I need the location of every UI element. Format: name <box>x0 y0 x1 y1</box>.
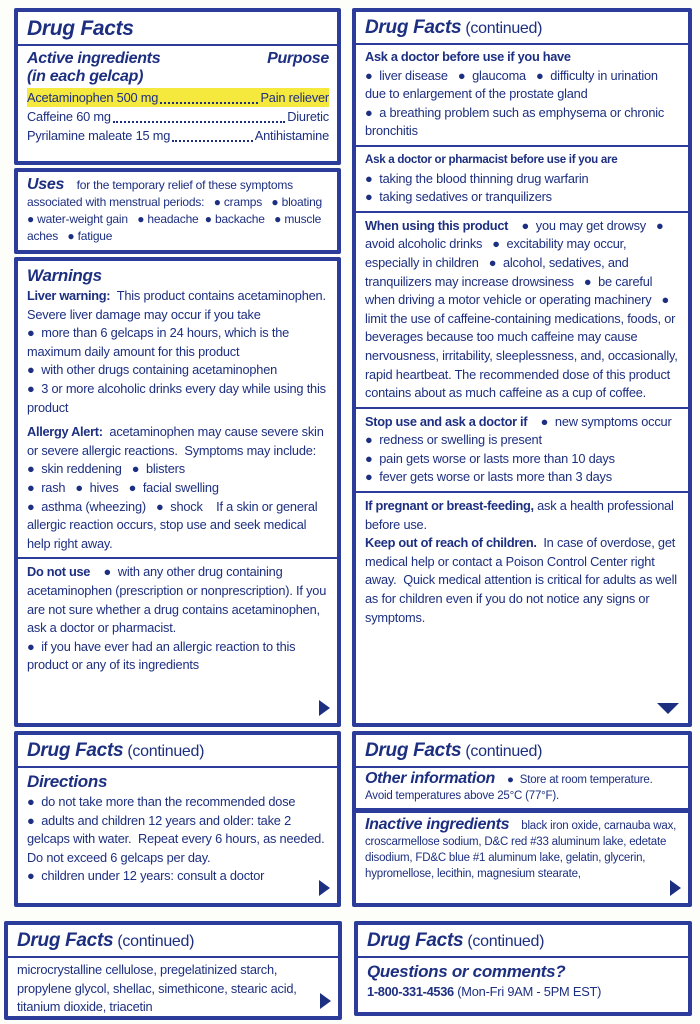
pregnant-text: If pregnant or breast-feeding, ask a health professional before use. <box>365 498 678 532</box>
divider <box>8 956 338 958</box>
divider <box>356 145 688 147</box>
drug-facts-continued-header: Drug Facts (continued) <box>17 930 195 951</box>
divider <box>358 956 688 958</box>
uses-panel <box>14 168 341 254</box>
questions-panel <box>354 921 692 1016</box>
do-not-use-text: Do not use ● with any other drug containing acetaminophen (prescription or nonprescription). If you are not sure whether a drug contains acetaminophen, ask a doctor or pharmacist. <box>27 564 330 636</box>
ingredient-purpose: Diuretic <box>287 109 329 124</box>
active-ingredients-header: Active ingredients <box>27 50 161 67</box>
ingredient-purpose: Pain reliever <box>260 90 329 105</box>
drug-facts-continued-header: Drug Facts (continued) <box>365 17 543 38</box>
do-not-use-bullet: ● if you have ever had an allergic reaction to this product or any of its ingredients <box>27 638 299 673</box>
divider <box>356 407 688 409</box>
ingredient-name: Acetaminophen 500 mg <box>27 90 159 105</box>
divider <box>356 491 688 493</box>
divider <box>356 43 688 45</box>
continue-right-arrow-icon <box>320 993 331 1009</box>
inactive-ingredients-continued-text: microcrystalline cellulose, pregelatinized starch, propylene glycol, shellac, simethicone, stearic acid, titanium dioxide, triacetin <box>17 962 300 1015</box>
continue-right-arrow-icon <box>319 700 330 716</box>
ingredient-row <box>27 107 329 126</box>
thick-divider <box>356 808 688 813</box>
stop-use-bullet: ● fever gets worse or lasts more than 3 days <box>365 469 612 485</box>
divider <box>18 44 337 46</box>
directions-bullet: ● do not take more than the recommended dose <box>27 794 296 809</box>
drug-facts-continued-header: Drug Facts (continued) <box>367 930 545 951</box>
divider <box>356 766 688 768</box>
ingredient-purpose: Antihistamine <box>254 128 329 143</box>
directions-bullet: ● adults and children 12 years and older: take 2 gelcaps with water. Repeat every 6 hours, as needed. Do not exceed 6 gelcaps per day. <box>27 812 332 865</box>
ingredient-row <box>27 88 329 107</box>
warning-bullet: ● with other drugs containing acetaminophen <box>27 362 278 378</box>
stop-use-text: Stop use and ask a doctor if ● new symptoms occur ● redness or swelling is present <box>365 413 682 448</box>
inactive-ingredients-text: Inactive ingredients black iron oxide, carnauba wax, croscarmellose sodium, D&C red #33 aluminum lake, edetate disodium, FD&C blue #1 aluminum lake, gelatin, glycerin, hypromellose, lecithin, magnesium stearate, <box>365 816 680 880</box>
warning-bullet: ● more than 6 gelcaps in 24 hours, which is the maximum daily amount for this product <box>27 325 293 359</box>
active-ingredients-subheader: (in each gelcap) <box>27 68 144 85</box>
divider <box>18 766 337 768</box>
drug-facts-continued-header: Drug Facts (continued) <box>365 740 543 761</box>
active-ingredients-panel <box>14 8 341 165</box>
allergy-bullet: ● asthma (wheezing) ● shock If a skin or general allergic reaction occurs, stop use and seek medical help right away. <box>27 498 321 551</box>
continue-right-arrow-icon <box>319 880 330 896</box>
continue-down-arrow-icon <box>657 703 679 714</box>
warnings-heading: Warnings <box>27 266 102 285</box>
questions-heading: Questions or comments? <box>367 962 566 981</box>
drug-facts-title: Drug Facts <box>27 17 134 40</box>
directions-panel <box>14 731 341 907</box>
other-information-panel <box>352 731 692 907</box>
ask-pharmacist-bullet: ● taking sedatives or tranquilizers <box>365 189 552 205</box>
dotted-leader <box>113 121 285 123</box>
warnings-panel <box>14 257 341 727</box>
ask-doctor-bullets: ● liver disease ● glaucoma ● difficulty in urination due to enlargement of the prostate gland <box>365 67 662 102</box>
stop-use-bullet: ● pain gets worse or lasts more than 10 days <box>365 450 615 466</box>
continue-right-arrow-icon <box>670 880 681 896</box>
dotted-leader <box>172 140 253 142</box>
liver-warning-text: Liver warning: This product contains acetaminophen. Severe liver damage may occur if you take <box>27 288 333 322</box>
ingredient-name: Caffeine 60 mg <box>27 109 111 124</box>
warnings-continued-panel <box>352 8 692 727</box>
ask-pharmacist-heading: Ask a doctor or pharmacist before use if you are <box>365 152 618 166</box>
purpose-header: Purpose <box>267 50 329 67</box>
ask-doctor-heading: Ask a doctor before use if you have <box>365 49 571 64</box>
ask-pharmacist-bullet: ● taking the blood thinning drug warfarin <box>365 170 589 186</box>
allergy-bullet: ● rash ● hives ● facial swelling <box>27 479 219 495</box>
phone-number-text: 1-800-331-4536 (Mon-Fri 9AM - 5PM EST) <box>367 984 602 999</box>
ask-doctor-bullet: ● a breathing problem such as emphysema or chronic bronchitis <box>365 104 668 139</box>
ingredients-table-header <box>27 49 329 68</box>
allergy-alert-text: Allergy Alert: acetaminophen may cause severe skin or severe allergic reactions. Symptoms may include: ● skin reddening ● blisters <box>27 424 327 477</box>
warning-bullet: ● 3 or more alcoholic drinks every day while using this product <box>27 380 330 415</box>
ingredient-row <box>27 126 329 145</box>
inactive-ingredients-continued-panel <box>4 921 342 1020</box>
divider <box>356 211 688 213</box>
uses-text: Uses for the temporary relief of these symptoms associated with menstrual periods: ● cramps ● bloating ● water-weight gain ● headache ● backache ● muscle aches ● fatigue <box>27 176 332 243</box>
divider <box>18 557 337 559</box>
directions-bullet: ● children under 12 years: consult a doctor <box>27 868 265 884</box>
drug-facts-continued-header: Drug Facts (continued) <box>27 740 205 761</box>
when-using-text: When using this product ● you may get drowsy ● avoid alcoholic drinks ● excitability may occur, especially in children ● alcohol, sedatives, and tranquilizers may increase drowsiness ● be careful when driving a motor vehicle or operating machinery ● limit the use of caffeine-containing medications, foods, or beverages because too much caffeine may cause nervousness, irritability, sleeplessness, and, occasionally, rapid heartbeat. The recommended dose of this product contains about as much caffeine as a cup of coffee. <box>365 217 681 401</box>
directions-heading: Directions <box>27 772 108 791</box>
ingredient-name: Pyrilamine maleate 15 mg <box>27 128 171 143</box>
other-information-text: Other information ● Store at room temperature. Avoid temperatures above 25°C (77°F). <box>365 770 655 802</box>
keep-out-of-reach-text: Keep out of reach of children. In case of overdose, get medical help or contact a Poison Control Center right away. Quick medical attention is critical for adults as well as for children even if you do not notice any signs or symptoms. <box>365 535 681 625</box>
dotted-leader <box>160 102 258 104</box>
